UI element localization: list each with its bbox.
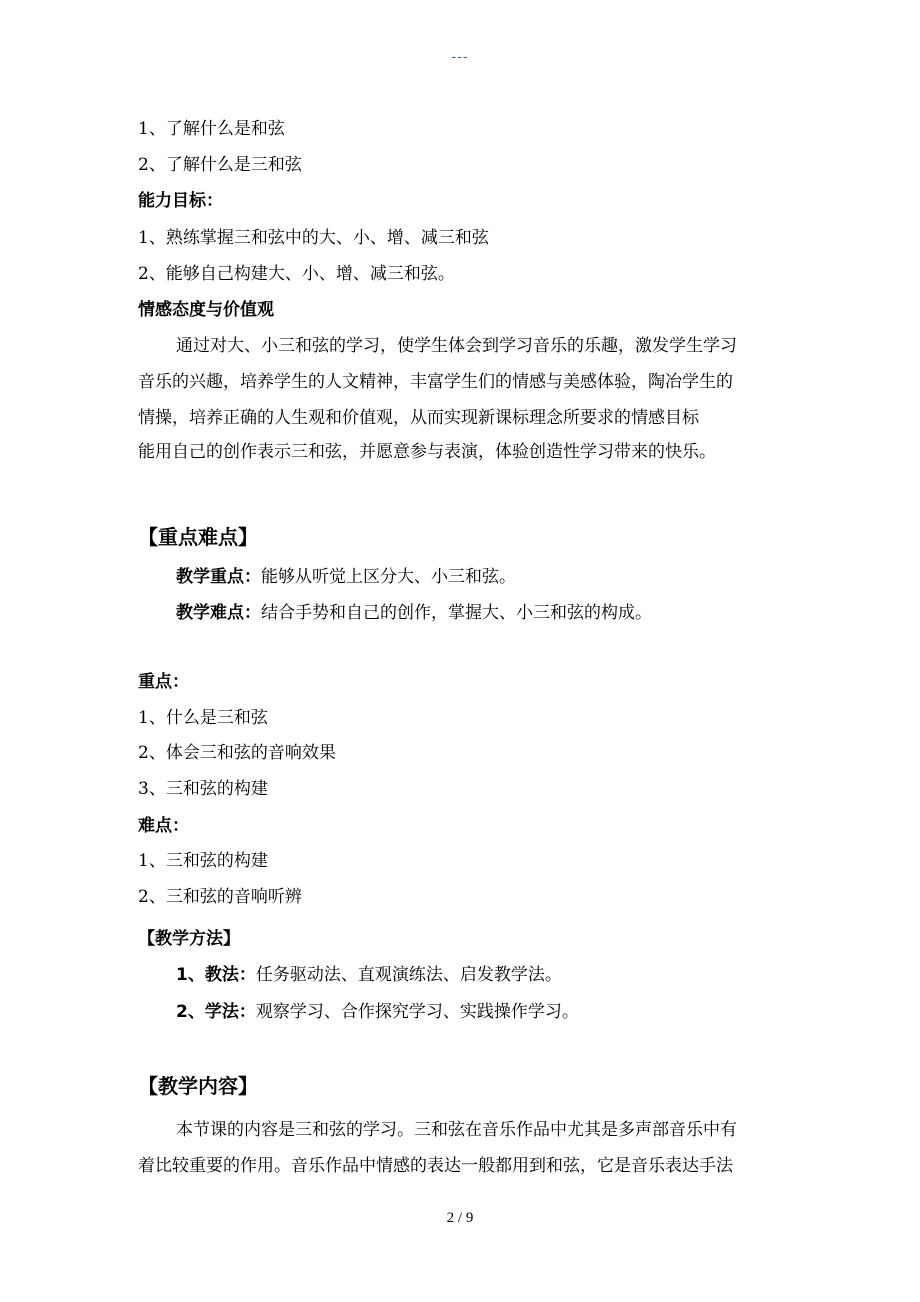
difficult-point-line <box>176 605 652 622</box>
ability-heading: 能力目标： <box>138 191 223 211</box>
teach-method-label: 1、教法： <box>176 965 256 985</box>
key-point-text: 能够从听觉上区分大、小三和弦。 <box>261 567 516 587</box>
difficult-point-label: 教学难点： <box>176 603 261 623</box>
emotion-line-1: 通过对大、小三和弦的学习，使学生体会到学习音乐的乐趣，激发学生学习 <box>176 336 737 356</box>
key-points-item-2: 2、体会三和弦的音响效果 <box>138 743 336 763</box>
key-points-item-3: 3、三和弦的构建 <box>138 779 268 799</box>
difficult-points-item-2: 2、三和弦的音响听辨 <box>138 887 302 907</box>
difficult-points-item-1: 1、三和弦的构建 <box>138 851 268 871</box>
emotion-heading: 情感态度与价值观 <box>138 300 274 320</box>
learn-method-text: 观察学习、合作探究学习、实践操作学习。 <box>255 1002 579 1022</box>
difficult-point-text: 结合手势和自己的创作，掌握大、小三和弦的构成。 <box>261 603 652 623</box>
knowledge-item-1: 1、了解什么是和弦 <box>138 119 285 139</box>
learn-method-label: 2、学法： <box>176 1002 256 1022</box>
content-heading: 【教学内容】 <box>138 1074 258 1098</box>
knowledge-item-2: 2、了解什么是三和弦 <box>138 155 302 175</box>
difficult-points-heading: 难点： <box>138 816 189 836</box>
ability-item-1: 1、熟练掌握三和弦中的大、小、增、减三和弦 <box>138 228 489 248</box>
ability-item-2: 2、能够自己构建大、小、增、减三和弦。 <box>138 264 455 284</box>
key-point-line <box>176 569 516 586</box>
page-number: 2 / 9 <box>446 1210 474 1226</box>
key-points-heading: 重点： <box>138 672 189 692</box>
key-difficult-heading: 【重点难点】 <box>138 525 258 549</box>
content-line-2: 着比较重要的作用。音乐作品中情感的表达一般都用到和弦，它是音乐表达手法 <box>138 1156 733 1176</box>
teach-method-line <box>176 967 562 984</box>
teach-method-text: 任务驱动法、直观演练法、启发教学法。 <box>255 965 562 985</box>
learn-method-line <box>176 1004 579 1021</box>
key-points-item-1: 1、什么是三和弦 <box>138 708 268 728</box>
content-line-1: 本节课的内容是三和弦的学习。三和弦在音乐作品中尤其是多声部音乐中有 <box>176 1120 737 1140</box>
emotion-line-4: 能用自己的创作表示三和弦，并愿意参与表演，体验创造性学习带来的快乐。 <box>138 442 716 462</box>
emotion-line-3: 情操，培养正确的人生观和价值观，从而实现新课标理念所要求的情感目标 <box>138 408 699 428</box>
methods-heading: 【教学方法】 <box>138 929 240 949</box>
page-header-mark: --- <box>451 48 469 64</box>
key-point-label: 教学重点： <box>176 567 261 587</box>
emotion-line-2: 音乐的兴趣，培养学生的人文精神，丰富学生们的情感与美感体验，陶冶学生的 <box>138 372 733 392</box>
